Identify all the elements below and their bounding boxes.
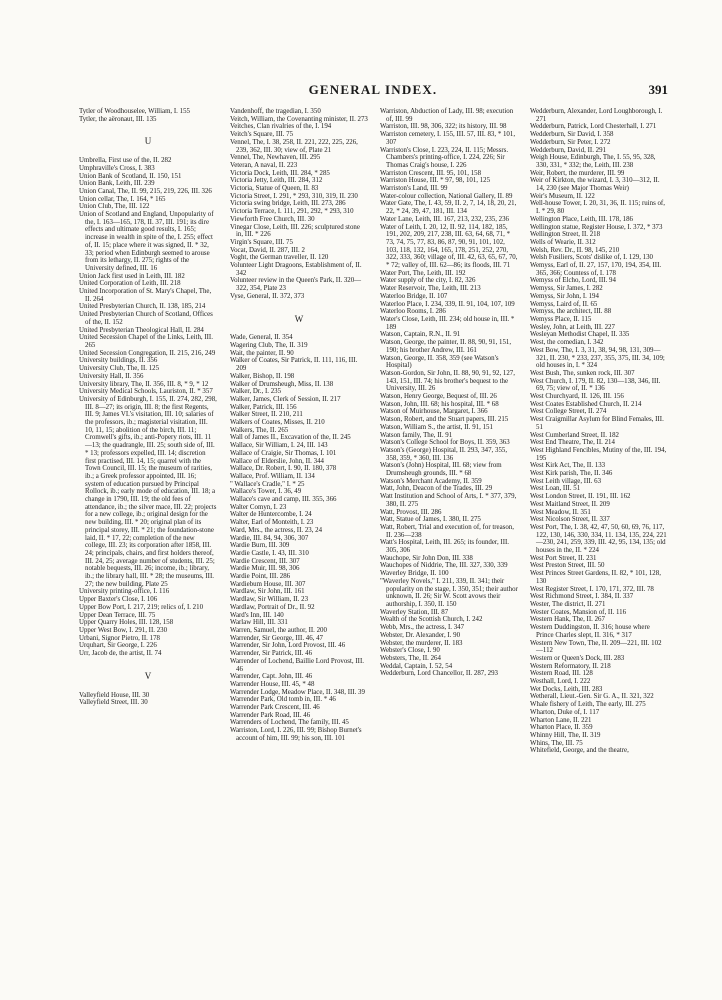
index-entry: Vyse, General, II. 372, 373 [230,292,305,300]
index-entry: Wemyss, Laird of, II. 65 [530,300,598,308]
index-entry: Watson-Gordon, Sir John, II. 88, 90, 91, 92, 127, 143, 151, III. 74; his brother's bequest to the University, III. 26 [380,369,515,393]
index-entry: Urquhart, Sir George, I. 226 [79,642,157,650]
index-entry: Walker, Dr., I. 235 [230,388,282,396]
index-entry: Wallace, Prof. William, II. 134 [230,472,315,480]
index-entry: Whitefield, George, and the theatre, [530,747,629,755]
index-entry: Waverley Bridge, II. 100 [380,570,449,578]
index-column-1 [79,108,217,707]
index-entry: Warrenders of Lochend, The family, III. 45 [230,719,349,727]
index-entry: Volunteer Light Dragoons, Establishment of, II. 342 [230,262,362,277]
index-entry: Wemyss, the architect, III. 88 [530,308,612,316]
index-entry: Union cellar, The, I. 164, * 165 [79,195,166,203]
index-entry: West Craigmillar Asylum for Blind Females, III. 51 [530,416,664,431]
index-entry: Wester Coates, Mansion of, II. 116 [530,608,627,616]
index-entry: Victoria Terrace, I. 111, 291, 292, * 293, 310 [230,208,354,216]
index-entry: Wardiebum House, III. 307 [230,580,306,588]
index-entry: Warriston's Land, III. 99 [380,185,448,193]
index-entry: Western or Queen's Dock, III. 283 [530,654,625,662]
index-entry: Wardie Crescent, III. 307 [230,557,300,565]
index-entry: University of Edinburgh, I. 155, II. 274, 282, 298, III. 8—27; its origin, III. 8; the first Regents, III. 9; James VI.'s visitation, III. 10; salaries of the professors, ib.; magisterial visitation, III. 10, 11, 15; abolition of the birch, III. 11; Cromwell's gifts, ib.; anti-Popery riots, III. 11—13; the quadrangle, III. 25; south side of, III. * 13; professors expelled, III. 14; discretion first practised, III. 14, 15; quarrel with the Town Council, III. 15; the museum of rarities, ib.; a Greek professor appointed, III. 16; system of education pursued by Principal Rollock, ib.; early mode of education, III. 18; a change in 1790, III. 19; the old fees of attendance, ib.; the silver mace, III. 22; projects for a new college, ib.; original design for the new building, III. * 20; original plan of its principal storey, III. * 21; the foundation-stone laid, II. * 17, 22; completion of the new college, III. 23; its corporation after 1858, III. 24; principals, chairs, and first holders thereof, III. 24, 25; average number of students, III. 25; notable bequests, III. 26; income, ib.; library, ib.; the library hall, III. * 28; the museums, III. 27; the new building, Plate 25 [79,395,217,588]
index-entry: Wallace of Craigie, Sir Thomas, I. 101 [230,449,337,457]
entry-group [79,692,217,707]
index-entry: Warlaw Hill, III. 331 [230,619,288,627]
index-entry: Viewforth Free Church, III. 30 [230,215,315,223]
index-entry: Warrender, Sir John, Lord Provost, III. 46 [230,642,346,650]
index-entry: Wedderburn, Patrick, Lord Chesterhall, I. 271 [530,123,657,131]
index-entry: Ward's Inn, III. 140 [230,611,284,619]
index-entry: Union of Scotland and England, Unpopularity of the, I. 163—165, 178, II. 37, III. 191; its dire effects and ultimate good results, I. 165; increase in wealth in spite of the, I. 255; effect of, II. 15; place where it was signed, II. * 32, 33; period when Edinburgh seemed to arouse from its lethargy, II. 275; rights of the University defined, III. 16 [79,211,214,272]
index-entry: Urr, Jacob de, the artist, II. 74 [79,650,162,658]
page-number: 391 [648,82,668,97]
index-entry: Western Hank, The, II. 267 [530,616,605,624]
index-entry: Western Duddingston, II. 316; house where Prince Charles slept, II. 316, * 317 [530,624,650,639]
index-entry: Watson family, The, II. 91 [380,431,453,439]
index-entry: Whins, The, III. 75 [530,739,583,747]
entry-group [230,108,368,301]
index-entry: Voght, the German traveller, II. 120 [230,254,329,262]
index-entry: Walter de Huntercombe, I. 24 [230,511,312,519]
index-entry: West Register Street, I. 170, 171, 372, III. 78 [530,585,654,593]
index-entry: Warrender of Lochend, Baillie Lord Provost, III. 46 [230,657,364,673]
index-entry: Virgin's Square, III. 75 [230,238,293,246]
entry-group [79,157,217,658]
index-entry: Victoria, Statue of Queen, II. 83 [230,185,319,193]
index-entry: West Coates Established Church, II. 214 [530,400,642,408]
page-header [78,82,668,100]
index-entry: Valleyfield House, III. 30 [79,691,150,699]
index-entry: West Princes Street Gardens, II. 82, * 101, 128, 130 [530,570,661,585]
index-entry: Wait, the painter, II. 90 [230,349,294,357]
index-entry: Welsh Fusiliers, Scots' dislike of, I. 129, 130 [530,254,653,262]
index-entry: West Meadow, II. 351 [530,508,591,516]
entry-group [530,108,668,755]
index-entry: Walkers, The, II. 265 [230,426,289,434]
index-entry: Valleyfield Street, III. 30 [79,699,148,707]
index-entry: Wemyss, Earl of, II. 27, 157, 170, 194, 354, III. 365, 366; Countess of, I. 178 [530,262,662,277]
index-entry: Wellington Place, Leith, III. 178, 186 [530,215,633,223]
index-entry: Tytler, the aëronaut, III. 135 [79,115,157,123]
index-entry: Veitches, Clan rivalries of the, I. 194 [230,123,332,131]
index-entry: Union Canal, The, II. 99, 215, 219, 226, III. 326 [79,187,212,195]
index-entry: Wharton Lane, II. 221 [530,716,592,724]
index-entry: Wardie Muir, III. 98, 306 [230,565,300,573]
entry-group [79,108,217,123]
index-entry: United Corporation of Leith, III. 218 [79,280,181,288]
index-entry: Wade, General, II. 354 [230,334,293,342]
index-entry: Watson's (John) Hospital, III. 68; view from Drumsheugh grounds, III. * 68 [380,462,502,478]
index-entry: West London Street, II. 191, III. 162 [530,493,631,501]
index-entry: Watt's Hospital, Leith, III. 265; its founder, III. 305, 306 [380,539,510,555]
index-entry: Wardie Point, III. 286 [230,573,291,581]
index-entry: Westhall, Lord, I. 222 [530,678,591,686]
index-entry: Walker of Coates, Sir Patrick, II. 111, 116, III. 209 [230,357,358,373]
index-entry: Upper Quarry Holes, III. 128, 158 [79,619,174,627]
index-entry: Upper Baxter's Close, I. 106 [79,596,158,604]
index-entry: Watson, Henry George, Bequest of, III. 26 [380,393,497,401]
index-entry: University Medical Schools, Lauriston, II. * 357 [79,388,213,396]
index-entry: Warriston's Close, I. 223, 224, II. 115; Messrs. Chambers's printing-office, I. 224, 226; Sir Thomas Craig's house, I. 226 [380,146,509,169]
index-entry: Vennel, The, I. 38, 258, II. 221, 222, 225, 226, 239, 362, III. 30; view of, Plate 21 [230,138,358,154]
index-entry: Wardie Castle, I. 43, III. 310 [230,549,309,557]
index-entry: Union Bank, Leith, III. 239 [79,180,155,188]
index-entry: Union Bank of Scotland, II. 150, 151 [79,172,182,180]
index-entry: Wesleyan Methodist Chapel, II. 335 [530,331,630,339]
index-entry: Warrender Lodge, Meadow Place, II. 348, III. 39 [230,688,365,696]
index-entry: Wemyss of Elcho, Lord, III. 94 [530,277,616,285]
section-letter-u: U [144,136,152,147]
index-entry: Wharton Place, II. 359 [530,724,593,732]
index-entry: Well-house Tower, I. 20, 31, 36, II. 115; ruins of, I. * 29, 80 [530,200,665,216]
index-entry: Warrender, Sir Patrick, III. 46 [230,650,313,658]
index-entry: "Waverley Novels," I. 211, 339, II. 341; their popularity on the stage, I. 350, 351; their author unknown, II. 26; Sir W. Scott avows their authorship, I. 350, II. 150 [380,577,518,608]
index-entry: West Church, I. 179, II. 82, 130—138, 346, III. 69, 75; view of, II. * 136 [530,377,661,393]
index-entry: United Presbyterian Church of Scotland, Offices of the, II. 152 [79,311,213,326]
index-entry: Warrender Park, Old tomb in, III. * 46 [230,696,336,704]
index-entry: Warriston House, III. * 97, 98, 101, 125 [380,177,491,185]
index-entry: Wedderburn, David, II. 291 [530,146,606,154]
index-entry: Vinegar Close, Leith, III. 226; sculptured stone in, III. * 226 [230,223,360,239]
index-entry: Wellington Street, II. 218 [530,231,601,239]
index-entry: Wardlaw, Portrait of Dr., II. 92 [230,603,315,611]
index-entry: Warrender Park Crescent, III. 46 [230,704,320,712]
index-entry: Warrender House, III. 45, * 48 [230,680,315,688]
index-entry: Watt, John, Deacon of the Trades, III. 29 [380,485,493,493]
index-entry: Wester, The district, II. 271 [530,601,606,608]
index-entry: Wardlaw, Sir William, II. 23 [230,596,309,604]
index-entry: Warriston, Lord, I. 226, III. 99; Bishop Burnet's account of him, III. 99; his son, III. 101 [230,727,362,742]
index-entry: West Maitland Street, II. 209 [530,500,610,508]
index-entry: Western Road, III. 128 [530,670,593,678]
index-entry: Warriston Crescent, III. 95, 101, 158 [380,169,482,177]
index-entry: Wagering Club, The, II. 319 [230,341,308,349]
index-entry: Veteran, A naval, II. 223 [230,161,298,169]
index-entry: Watson, William S., the artist, II. 91, 151 [380,423,493,431]
index-entry: Walter Comyn, I. 23 [230,503,287,511]
section-letter-v: V [144,670,152,681]
index-entry: Wallace's Tower, I. 36, 49 [230,488,302,496]
index-entry: West, the comedian, I. 342 [530,339,604,347]
index-entry: Watson's Merchant Academy, II. 359 [380,477,482,485]
index-entry: Wemyss, Sir James, I. 282 [530,285,603,293]
index-entry: Wardie Burn, III. 309 [230,542,290,550]
index-entry: Water's Close, Leith, III. 234; old house in, III. * 189 [380,315,515,331]
index-entry: Watt Institution and School of Arts, I. * 377, 379, 380, II. 275 [380,493,517,508]
index-entry: United Incorporation of St. Mary's Chapel, The, II. 264 [79,288,212,303]
index-entry: Wallace's cave and camp, III. 355, 366 [230,496,337,504]
index-entry: Wedderburn, Alexander, Lord Loughborough, I. 271 [530,108,663,123]
index-column-2 [230,108,368,743]
index-entry: Wardie, III. 84, 94, 306, 307 [230,534,309,542]
index-entry: Watson, Robert, and the Stuart papers, III. 215 [380,416,509,424]
index-entry: Walker Street, II. 210, 211 [230,411,303,419]
index-entry: Walker of Drumsheugh, Miss, II. 138 [230,380,334,388]
index-entry: West Richmond Street, I. 384, II. 337 [530,593,634,601]
index-entry: Walkers of Coates, Misses, II. 210 [230,419,325,427]
index-entry: West End Theatre, The, II. 214 [530,439,615,447]
index-entry: Watson, Captain, R.N., II. 91 [380,331,461,339]
index-entry: Watson's College School for Boys, II. 359, 363 [380,439,510,447]
index-entry: Water Gate, The, I. 43, 59, II. 2, 7, 14, 18, 20, 21, 22, * 24, 39, 47, 181, III. 134 [380,200,517,216]
index-entry: Wallace, Sir William, I. 24, III. 143 [230,442,328,450]
index-entry: Vennel, The, Newhaven, III. 295 [230,154,321,162]
index-entry: Webb, Mrs., the actress, I. 347 [380,624,465,632]
index-entry: Wells of Wearie, II. 312 [530,238,596,246]
index-entry: Weddal, Captain, I. 52, 54 [380,662,453,670]
index-entry: United Presbyterian Church, II. 138, 185, 214 [79,303,206,311]
index-entry: Warrender Park Road, III. 46 [230,711,311,719]
index-entry: Whale fishery of Leith, The early, III. 275 [530,701,646,709]
index-entry: Wauchopes of Niddrie, The, III. 327, 330, 339 [380,562,508,570]
index-entry: Water Lane, Leith, III. 167, 213, 232, 235, 236 [380,215,509,223]
index-entry: Watson, George, the painter, II. 88, 90, 91, 151, 190; his brother Andrew, III. 161 [380,339,512,354]
index-entry: University buildings, II. 356 [79,357,158,365]
index-entry: Watt, Provost, III. 286 [380,508,442,516]
index-entry: West College Street, II. 274 [530,408,607,416]
index-entry: Victoria swing bridge, Leith, III. 273, 286 [230,200,346,208]
index-entry: University Club, The, II. 125 [79,365,160,373]
index-entry: Western Reformatory, II. 218 [530,662,611,670]
index-entry: University library, The, II. 356, III. 8, * 9, * 12 [79,380,209,388]
index-entry: Union Club, The, III. 122 [79,203,150,211]
index-entry: Warrender, Sir George, III. 46, 47 [230,634,323,642]
index-entry: West Port Street, II. 231 [530,554,597,562]
index-entry: Watt, Robert, Trial and execution of, for treason, II. 236—238 [380,523,514,539]
index-entry: West Kirk Act, The, II. 133 [530,462,606,470]
index-entry: Watson, George, II. 358, 359 (see Watson's Hospital) [380,354,499,370]
index-entry: West Loan, III. 51 [530,485,581,493]
index-entry: Victoria Street, I. 291, * 293, 310, 319, II. 230 [230,192,358,200]
index-entry: Union Jack first used in Leith, III. 182 [79,272,185,280]
page-title: GENERAL INDEX. [308,82,438,97]
index-entry: Weigh House, Edinburgh, The, I. 55, 95, 328, 330, 331, * 332; the, Leith, III. 238 [530,154,656,169]
index-entry: Weir, Robert, the murderer, III. 99 [530,169,625,177]
index-entry: Wesley, John, at Leith, III. 227 [530,323,615,331]
index-entry: Water supply of the city, I. 82, 326 [380,277,476,285]
index-entry: Upper Bow Port, I. 217, 219; relics of, I. 210 [79,603,204,611]
index-entry: Wharton, Duke of, I. 117 [530,708,600,716]
index-entry: Wallace, Dr. Robert, I. 90, II. 180, 378 [230,465,337,473]
index-entry: Warriston, Abduction of Lady, III. 98; execution of, III. 99 [380,108,514,123]
entry-group [230,334,368,742]
index-entry: Warriston, III. 98, 306, 322; its history, III. 98 [380,123,507,131]
index-entry: Webster, Dr. Alexander, I. 90 [380,631,461,639]
index-entry: Water-colour collection, National Gallery, II. 89 [380,192,513,200]
index-entry: Volunteer review in the Queen's Park, II. 320—322, 354, Plate 23 [230,277,362,293]
index-entry: Websters, The, II. 264 [380,654,441,662]
index-entry: Watt, Statue of James, I. 380, II. 275 [380,516,481,524]
index-entry: Ward, Mrs., the actress, II. 23, 24 [230,526,323,534]
index-entry: Wedderburn, Sir Peter, I. 272 [530,138,611,146]
index-entry: Webster, the murderer, II. 183 [380,639,463,647]
index-entry: Waterloo Rooms, I. 286 [380,308,446,316]
index-entry: Victoria Jetty, Leith, III. 284, 312 [230,177,323,185]
index-entry: Warrender, Capt. John, III. 46 [230,673,313,681]
index-entry: University Hall, II. 356 [79,372,144,380]
index-entry: Watson's (George) Hospital, II. 293, 347, 355, 358, 359, * 360, III. 136 [380,446,508,462]
index-entry: Wealth of the Scottish Church, I. 242 [380,616,483,624]
index-entry: Upper Dean Terrace, III. 75 [79,611,156,619]
index-entry: Wardlaw, Sir John, III. 161 [230,588,305,596]
index-entry: United Secession Chapel of the Links, Leith, III. 265 [79,334,213,349]
index-entry: University printing-office, I. 116 [79,588,170,596]
index-entry: Veitch, William, the Covenanting minister, II. 273 [230,115,368,123]
index-entry: United Secession Congregation, II. 215, 216, 249 [79,349,216,357]
index-entry: West Leith village, III. 63 [530,477,602,485]
index-entry: West Kirk parish, The, II. 346 [530,470,613,478]
index-entry: Walker, Bishop, II. 198 [230,372,295,380]
index-entry: West Preston Street, III. 50 [530,562,605,570]
index-entry: West Nicolson Street, II. 337 [530,516,610,524]
index-entry: Warriston cemetery, I. 155, III. 57, III. 83, * 101, 307 [380,131,516,146]
entry-group [380,108,518,678]
index-entry: Waterloo Bridge, II. 107 [380,292,448,300]
index-entry: Wet Docks, Leith, III. 283 [530,685,603,693]
index-entry: Weir of Kirkton, the wizard, I. 3, 310—312, II. 14, 230 (see Major Thomas Weir) [530,177,660,193]
index-entry: Walker, Patrick, III. 156 [230,403,297,411]
index-entry: Wallace of Elderslie, John, II. 344 [230,457,324,465]
index-entry: Vandenhoff, the tragedian, I. 350 [230,108,321,115]
index-entry: Wall of James II., Excavation of the, II. 245 [230,434,351,442]
index-entry: Walter, Earl of Monteith, I. 23 [230,519,314,527]
index-entry: Warren, Samuel, the author, II. 200 [230,627,327,634]
index-entry: Water Port, The, Leith, III. 192 [380,269,466,277]
index-entry: Webster's Close, I. 90 [380,647,440,655]
index-entry: " Wallace's Cradle," I. * 25 [230,480,305,488]
index-entry: Walker, James, Clerk of Session, II. 217 [230,395,341,403]
index-entry: Victoria Dock, Leith, III. 284, * 285 [230,169,330,177]
index-entry: Tytler of Woodhouselee, William, I. 155 [79,108,190,115]
index-entry: West Port, The, I. 38, 42, 47, 50, 60, 69, 76, 117, 122, 130, 146, 330, 334, 11. 134, 135, 224, 221—230, 241, 259, 339, III. 42, 95, 134, 135; old houses in the, II. * 224 [530,523,667,555]
index-entry: Umphraville's Cross, I. 383 [79,164,155,172]
index-entry: Upper West Bow, I. 291, II. 230 [79,627,168,634]
index-entry: Wellington statue, Register House, I. 372, * 373 [530,223,663,231]
index-entry: Whinny Hill, The, II. 319 [530,731,601,739]
index-entry: Urbani, Signor Pietro, II. 178 [79,634,160,642]
index-entry: Welsh, Rev. Dr., II. 98, 145, 210 [530,246,620,254]
index-entry: West Highland Fencibles, Mutiny of the, III. 194, 195 [530,446,667,462]
index-entry: Wedderburn, Lord Chancellor, II. 287, 293 [380,670,498,678]
index-entry: Water Reservoir, The, Leith, III. 213 [380,285,481,293]
index-entry: Weir's Museum, II. 122 [530,192,595,200]
index-entry: Wetherall, Lieut.-Gen. Sir G. A., II. 321, 322 [530,693,654,701]
index-entry: Wemyss, Sir John, I. 194 [530,292,599,300]
index-column-4 [530,108,668,755]
index-entry: Waterloo Place, I. 234, 339, II. 91, 104, 107, 109 [380,300,515,308]
index-entry: Umbrella, First use of the, II. 282 [79,157,172,165]
index-column-3 [380,108,518,678]
index-entry: Wauchope, Sir John Don, III. 338 [380,554,473,562]
index-entry: West Bow, The, I. 3, 31, 38, 94, 98, 131, 309—321, II. 230, * 233, 237, 355, 375, III. 34, 109; old houses in, I. * 324 [530,346,665,370]
section-letter-w: W [294,313,304,324]
index-entry: United Presbyterian Theological Hall, II. 284 [79,326,204,334]
index-entry: Vocat, David, II. 287, III. 2 [230,246,305,254]
index-entry: Waverley Station, III. 87 [380,608,449,616]
index-entry: Water of Leith, I. 20, 12, II. 92, 114, 182, 185, 191, 202, 209, 217, 238, III. 63, 64, 68, 71, * 73, 74, 75, 77, 83, 86, 87, 90, 91, 101, 102, 103, 118, 132, 164, 165, 178, 251, 252, 270, 322, 333, 360; village of, III. 42, 63, 65, 67, 70, * 72; valley of, III. 62—86; its floods, III. 71 [380,223,518,270]
index-entry: West Churchyard, II. 126, III. 156 [530,393,624,401]
index-entry: West Cumberland Street, II. 182 [530,431,620,439]
index-entry: West Bush, The, sunken rock, III. 307 [530,369,635,377]
index-entry: Western New Town, The, II. 209—221, III. 102—112 [530,639,662,655]
index-entry: Watson of Muirhouse, Margaret, I. 366 [380,408,488,416]
index-entry: Veitch's Square, III. 75 [230,131,294,139]
index-entry: Wedderburn, Sir David, I. 358 [530,131,614,139]
index-entry: Watson, John, III. 68; his hospital, III. * 68 [380,400,499,408]
index-entry: Wemyss Place, II. 115 [530,315,592,323]
